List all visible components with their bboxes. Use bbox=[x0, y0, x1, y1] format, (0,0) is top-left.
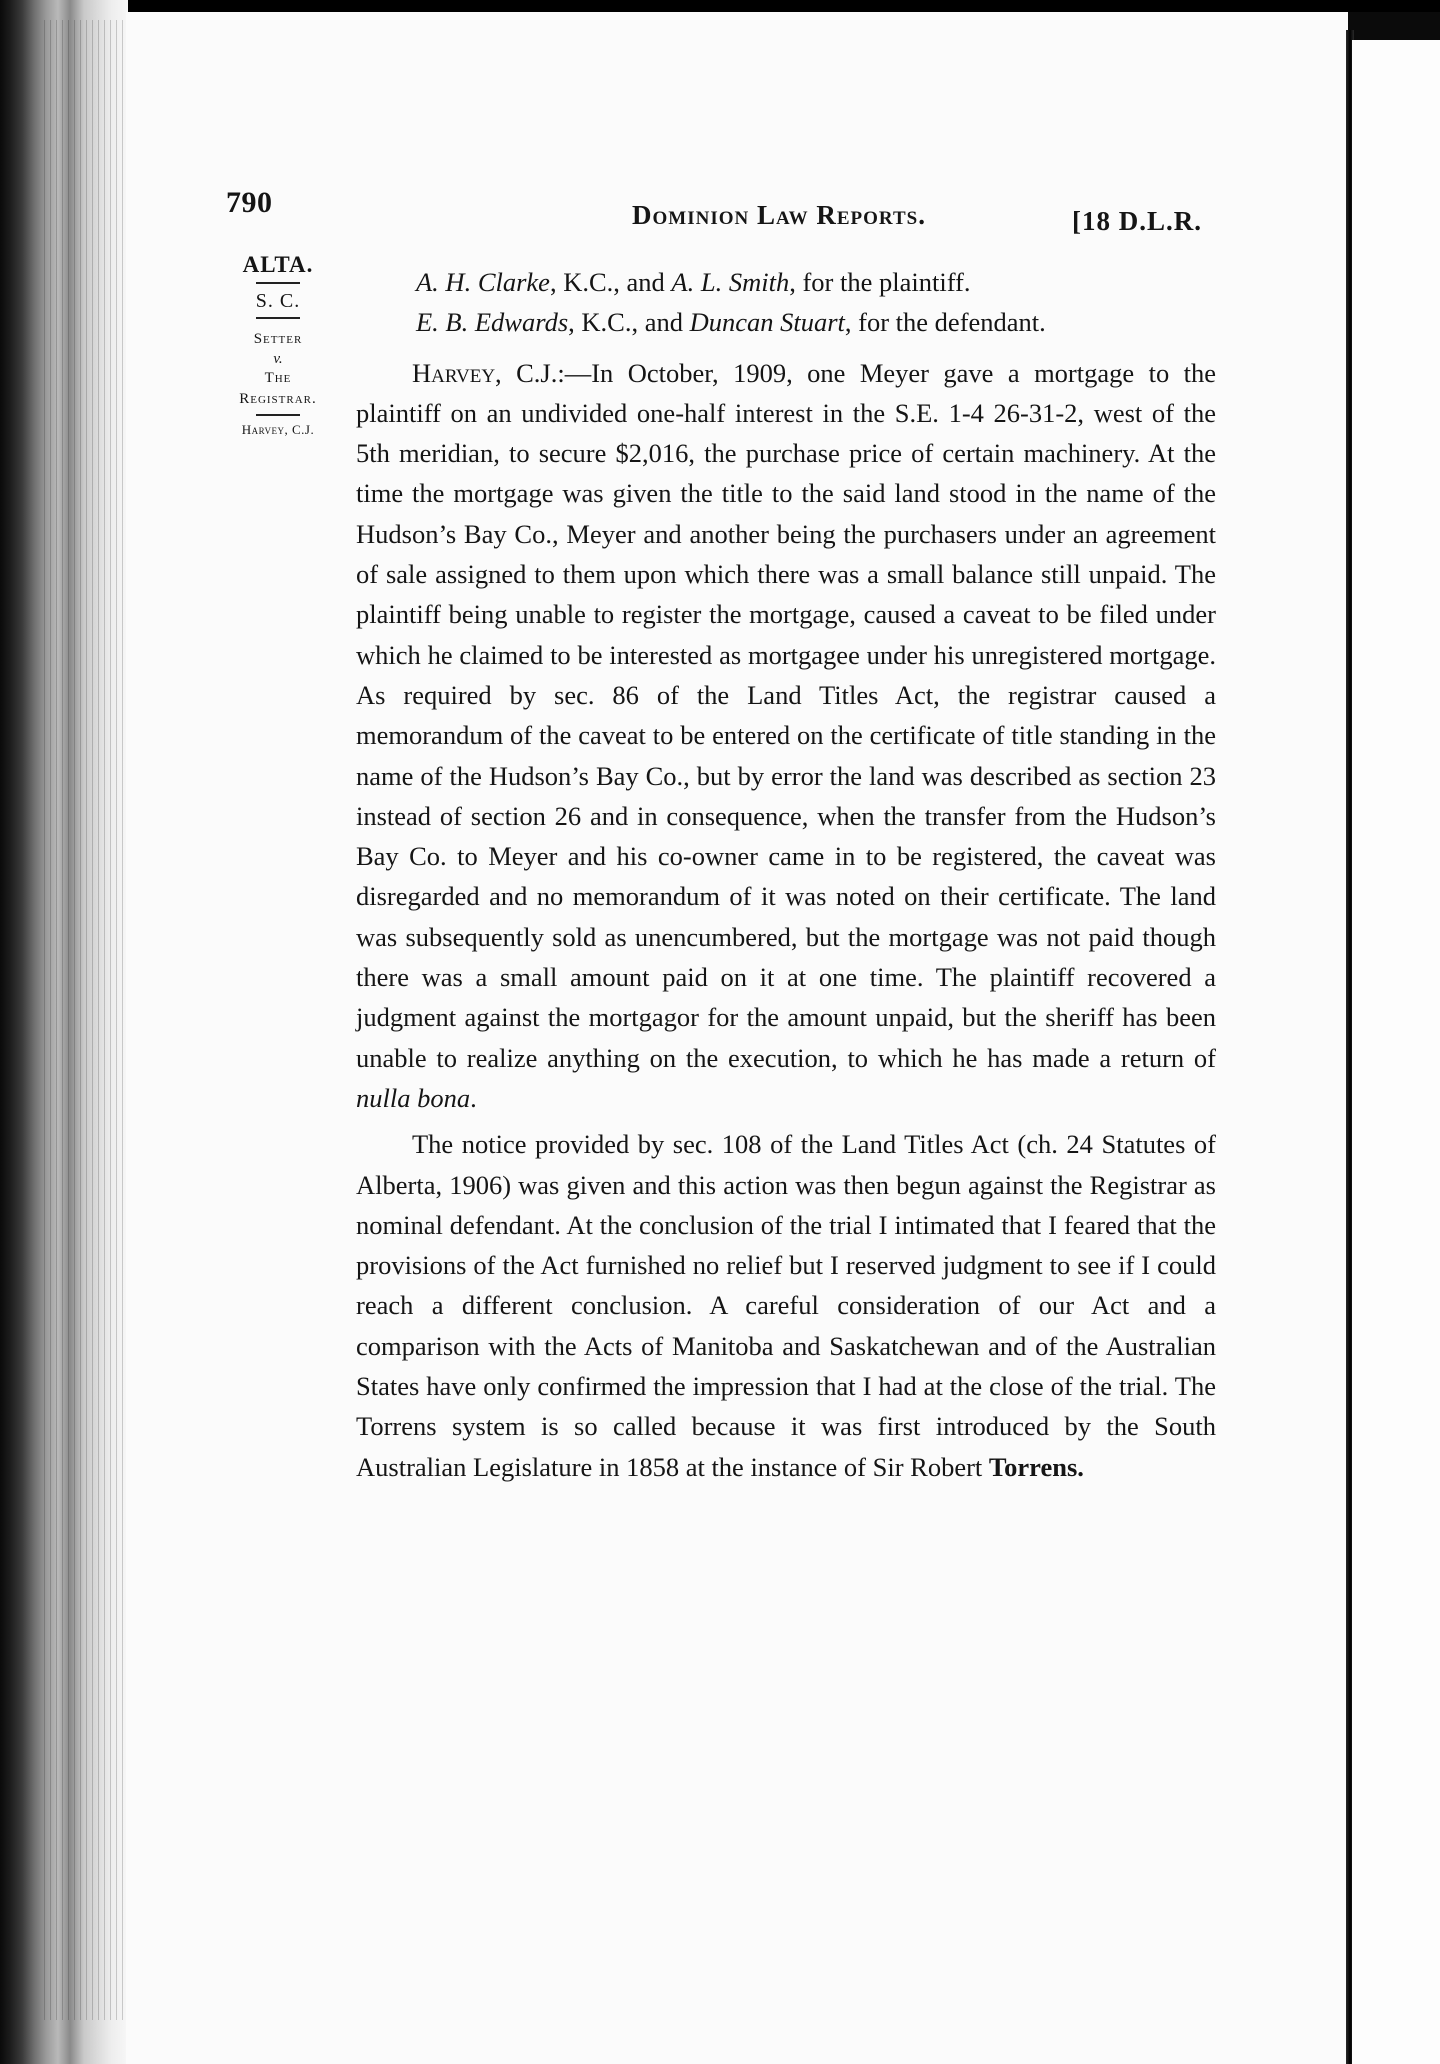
margin-judge: Harvey, C.J. bbox=[241, 422, 315, 437]
volume-reference: [18 D.L.R. bbox=[1072, 206, 1202, 236]
counsel-text: , for the plaintiff. bbox=[789, 267, 971, 297]
counsel-defendant bbox=[356, 302, 1216, 342]
paragraph-last-word: Torrens. bbox=[988, 1451, 1084, 1482]
margin-notes bbox=[210, 252, 346, 438]
opinion-paragraph-2 bbox=[356, 1124, 1216, 1487]
margin-case-versus: v. bbox=[273, 351, 283, 367]
page-number: 790 bbox=[226, 186, 273, 219]
counsel-text: , for the defendant. bbox=[844, 307, 1046, 338]
margin-case-name-3: Registrar. bbox=[239, 391, 317, 407]
judge-lead: Harvey, C.J. bbox=[412, 357, 558, 388]
margin-rule bbox=[256, 282, 300, 284]
counsel-name: A. L. Smith bbox=[671, 267, 790, 297]
page-body-text bbox=[356, 262, 1216, 1487]
paragraph-text: :—In October, 1909, one Meyer gave a mortgage to the plaintiff on an undivided one-half interest in the S.E. 1-4 26-31-2, west of the 5th meridian, to secure $2,016, the purchase price of certain machinery. At the time the mortgage was given the title to the said land stood in the name of the Hudson’s Bay Co., Meyer and another being the purchasers under an agreement of sale assigned to them upon which there was a small balance still unpaid. The plaintiff being unable to register the mortgage, caused a caveat to be filed under which he claimed to be interested as mortgagee under his unregistered mortgage. As required by sec. 86 of the Land Titles Act, the registrar caused a memorandum of the caveat to be entered on the certificate of title standing in the name of the Hudson’s Bay Co., but by error the land was described as section 23 instead of section 26 and in consequence, when the transfer from the Hudson’s Bay Co. to Meyer and his co-owner came in to be registered, the caveat was disregarded and no memorandum of it was noted on their certificate. The land was subsequently sold as unencumbered, but the mortgage was not paid though there was a small amount paid on it at one time. The plaintiff recovered a judgment against the mortgagor for the amount unpaid, but the sheriff has been unable to realize anything on the execution, to which he has made a return of bbox=[356, 357, 1216, 1073]
counsel-name: E. B. Edwards bbox=[416, 307, 569, 338]
latin-term: nulla bona bbox=[356, 1082, 471, 1113]
facing-page-edge bbox=[1352, 40, 1440, 2064]
spine-page-edges bbox=[44, 20, 124, 2020]
margin-court: S. C. bbox=[255, 290, 301, 312]
margin-rule bbox=[256, 414, 300, 416]
margin-case-name-1: Setter bbox=[253, 331, 303, 347]
margin-rule bbox=[256, 317, 300, 319]
running-head: Dominion Law Reports. bbox=[632, 200, 926, 230]
counsel-name: Duncan Stuart bbox=[689, 307, 845, 338]
margin-province: ALTA. bbox=[242, 252, 314, 277]
counsel-name: A. H. Clarke bbox=[416, 267, 550, 297]
paragraph-text: . bbox=[470, 1082, 477, 1113]
margin-case-name-2: The bbox=[264, 370, 292, 386]
scan-top-edge bbox=[0, 0, 1440, 12]
paragraph-text: The notice provided by sec. 108 of the Land Titles Act (ch. 24 Statutes of Alberta, 1906) was given and this action was then begun against the Registrar as nominal defendant. At the conclusion of the trial I intimated that I feared that the provisions of the Act furnished no relief but I reserved judgment to see if I could reach a different conclusion. A careful consideration of our Act and a comparison with the Acts of Manitoba and Saskatchewan and of the Australian States have only confirmed the impression that I had at the close of the trial. The Torrens system is so called because it was first introduced by the South Australian Legislature in 1858 at the instance of Sir Robert bbox=[356, 1129, 1216, 1482]
counsel-text: , K.C., and bbox=[549, 267, 672, 297]
counsel-text: , K.C., and bbox=[568, 307, 690, 338]
opinion-paragraph-1 bbox=[356, 353, 1216, 1119]
counsel-plaintiff bbox=[356, 262, 1216, 302]
